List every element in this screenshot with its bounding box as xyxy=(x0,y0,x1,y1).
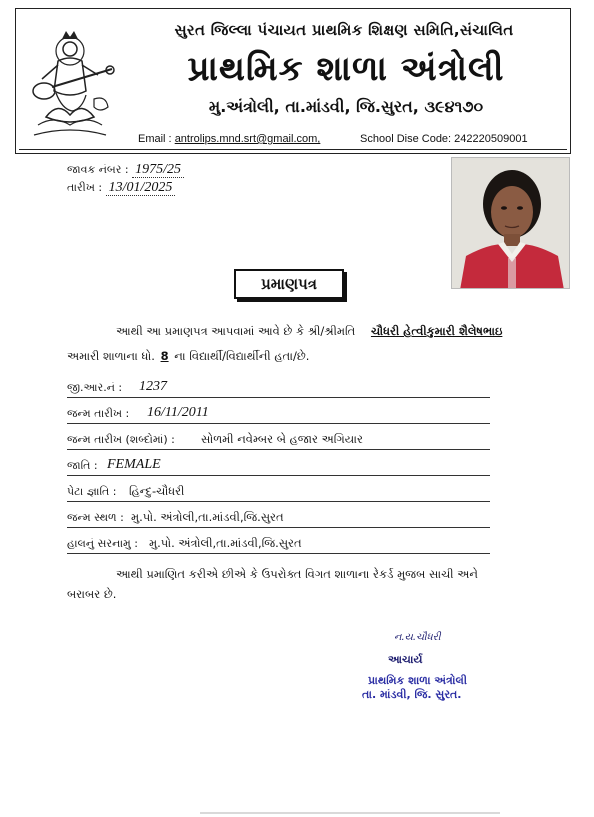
dise-code-line xyxy=(360,133,528,145)
dob-words-value: સોળમી નવેમ્બર બે હજાર અગિયાર xyxy=(201,432,363,446)
certificate-title: પ્રમાણપત્ર xyxy=(234,269,344,299)
dise-code: 242220509001 xyxy=(454,133,528,145)
dob-value: 16/11/2011 xyxy=(147,405,209,420)
standard-value: 8 xyxy=(160,349,169,363)
issue-date-row xyxy=(67,180,175,196)
stamp-line-1: પ્રાથમિક શાળા અંત્રોલી xyxy=(368,674,467,687)
gr-label: જી.આર.નં : xyxy=(67,381,123,394)
saraswati-emblem xyxy=(24,29,116,145)
principal-title: આચાર્ય xyxy=(388,653,423,666)
outward-label: જાવક નંબર : xyxy=(67,163,129,176)
caste-value: હિન્દુ-ચૌધરી xyxy=(129,484,185,498)
field-current-address xyxy=(67,533,490,554)
dob-label: જન્મ તારીખ : xyxy=(67,407,130,420)
birthplace-value: મુ.પો. અંત્રોલી,તા.માંડવી,જિ.સુરત xyxy=(131,510,284,524)
signature-initials: ન.ય.ચૌધરી xyxy=(394,632,441,643)
student-name: ચૌધરી હેત્વીકુમારી શૈલેષભાઇ xyxy=(370,324,503,338)
email-line xyxy=(138,133,320,145)
outward-number-row xyxy=(67,162,184,178)
standard-prefix: અમારી શાળાના ધો. xyxy=(67,349,155,363)
field-birthplace xyxy=(67,507,490,528)
caste-label: પેટા જ્ઞાતિ : xyxy=(67,485,117,498)
school-name: પ્રાથમિક શાળા અંત્રોલી xyxy=(187,49,505,89)
email-link[interactable]: antrolips.mnd.srt@gmail.com, xyxy=(174,133,321,145)
letterhead xyxy=(15,8,571,154)
field-dob-words xyxy=(67,429,490,450)
dob-words-label: જન્મ તારીખ (શબ્દોમાં) : xyxy=(67,433,175,446)
issue-date: 13/01/2025 xyxy=(106,180,176,196)
dise-label: School Dise Code: xyxy=(360,133,452,145)
page-edge-shadow xyxy=(200,812,500,814)
gender-value: FEMALE xyxy=(107,457,161,472)
address-value: મુ.પો. અંત્રોલી,તા.માંડવી,જિ.સુરત xyxy=(149,536,302,550)
address-label: હાલનું સરનામુ : xyxy=(67,537,138,550)
committee-line: સુરત જિલ્લા પંચાયત પ્રાથમિક શિક્ષણ સમિતિ,સંચાલિત xyxy=(174,21,514,39)
stamp-line-2: તા. માંડવી, જિ. સુરત. xyxy=(362,688,462,701)
email-label: Email : xyxy=(138,133,172,145)
intro-line xyxy=(116,324,502,339)
field-subcaste xyxy=(67,481,490,502)
field-dob xyxy=(67,403,490,424)
student-portrait-image xyxy=(452,158,570,289)
school-address: મુ.અંત્રોલી, તા.માંડવી, જિ.સુરત, ૩૯૪૧૭૦ xyxy=(208,97,484,116)
student-photo xyxy=(451,157,570,289)
outward-number: 1975/25 xyxy=(132,162,184,178)
intro-text: આથી આ પ્રમાણપત્ર આપવામાં આવે છે કે શ્રી/શ્રીમતિ xyxy=(116,324,356,338)
closing-line-1: આથી પ્રમાણિત કરીએ છીએ કે ઉપરોક્ત વિગત શાળાના રેકર્ડ મુજબ સાચી અને xyxy=(116,567,478,581)
date-label: તારીખ : xyxy=(67,181,103,194)
gr-value: 1237 xyxy=(139,379,167,394)
header-divider xyxy=(19,149,567,150)
standard-suffix: ના વિદ્યાર્થી/વિદ્યાર્થીની હતા/છે. xyxy=(174,349,310,363)
field-gr-number xyxy=(67,377,490,398)
gender-label: જાતિ : xyxy=(67,459,98,472)
closing-line-2: બરાબર છે. xyxy=(67,587,117,601)
birthplace-label: જન્મ સ્થળ : xyxy=(67,511,124,524)
field-gender xyxy=(67,455,490,476)
standard-line xyxy=(67,349,309,364)
